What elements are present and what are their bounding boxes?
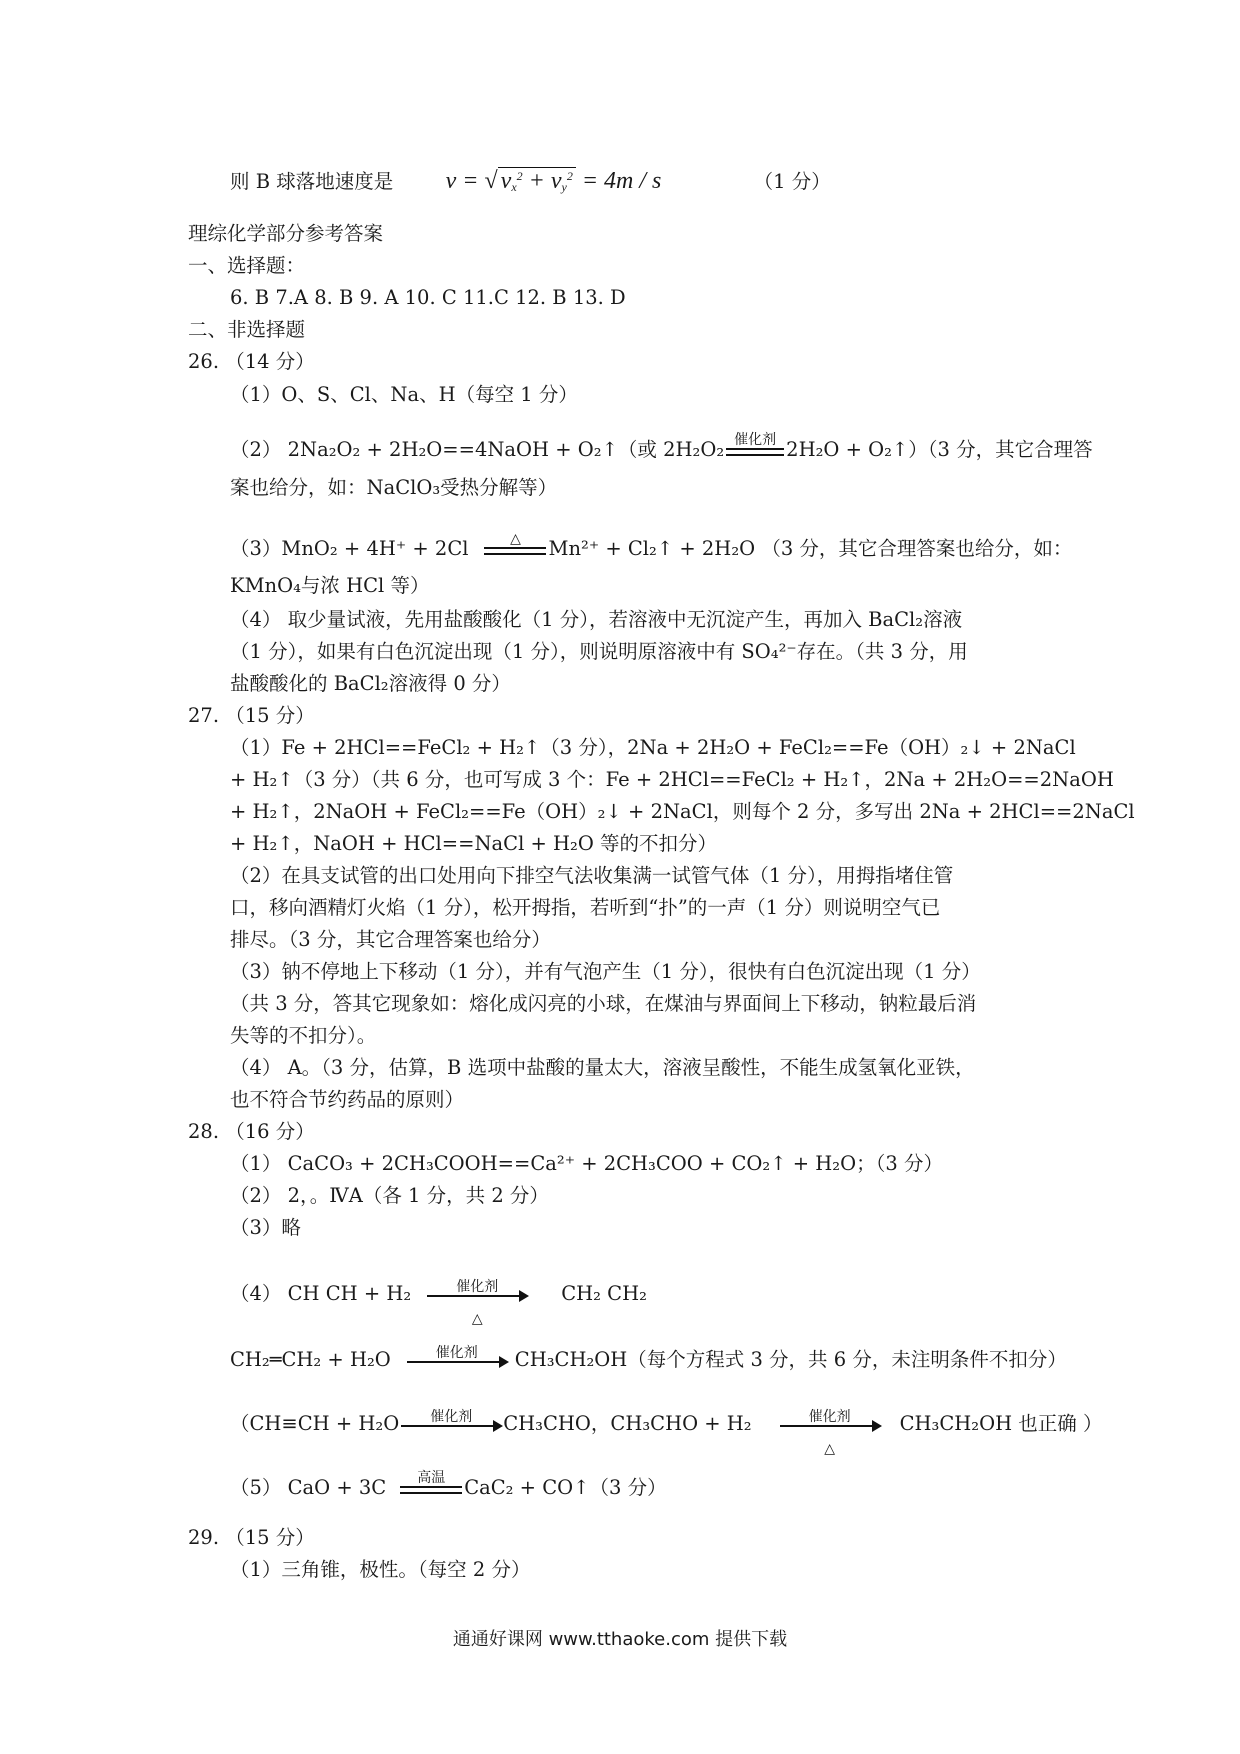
q29-number: 29. （15 分） — [188, 1526, 315, 1549]
speed-formula — [446, 168, 668, 194]
q27-l5: （2）在具支试管的出口处用向下排空气法收集满一试管气体（1 分），用拇指堵住管 — [230, 864, 954, 887]
q28-l5-a: CH₂═CH₂ + H₂O — [230, 1348, 391, 1371]
q28-l6-a: （CH≡CH + H₂O — [230, 1412, 400, 1435]
q27-l2: + H₂↑（3 分）（共 6 分，也可写成 3 个：Fe + 2HCl==FeCl₂ + H₂↑，2Na + 2H₂O==2NaOH — [230, 768, 1114, 791]
heat-equals — [484, 530, 546, 555]
heat-label: △ — [510, 530, 521, 547]
q26-part3 — [230, 530, 1073, 563]
q26-part2-a: （2） 2Na₂O₂ + 2H₂O==4NaOH + O₂↑（或 2H₂O₂ — [230, 438, 725, 461]
q27-l10: 失等的不扣分）。 — [230, 1024, 377, 1047]
q26-part2-cont: 案也给分，如：NaClO₃受热分解等） — [230, 476, 558, 499]
speed-prefix: 则 B 球落地速度是 — [230, 170, 394, 193]
q28-l6-b: CH₃CHO，CH₃CHO + H₂ — [503, 1412, 752, 1435]
q28-l3: （3）略 — [230, 1216, 301, 1239]
q26-part4-l1: （4） 取少量试液，先用盐酸酸化（1 分），若溶液中无沉淀产生，再加入 BaCl₂溶液 — [230, 608, 963, 631]
catalyst-label: 催化剂 — [435, 1344, 478, 1361]
q27-number: 27. （15 分） — [188, 704, 315, 727]
catalyst-arrow — [407, 1344, 507, 1363]
high-temp-label: 高温 — [417, 1469, 446, 1486]
q26-number: 26. （14 分） — [188, 350, 315, 373]
mc-answers: 6. B 7.A 8. B 9. A 10. C 11.C 12. B 13. D — [230, 286, 626, 309]
catalyst-heat-arrow — [427, 1278, 527, 1327]
q27-l12: 也不符合节约药品的原则） — [230, 1088, 465, 1111]
q26-part4-l2: （1 分），如果有白色沉淀出现（1 分），则说明原溶液中有 SO₄²⁻存在。（共 3 分，用 — [230, 640, 968, 663]
q28-l7-b: CaC₂ + CO↑（3 分） — [464, 1476, 667, 1499]
q28-l5 — [230, 1346, 1067, 1374]
catalyst-label: 催化剂 — [430, 1408, 473, 1425]
q28-l4-b: CH₂ CH₂ — [561, 1282, 647, 1305]
page-footer: 通通好课网 www.tthaoke.com 提供下载 — [452, 1629, 788, 1650]
catalyst-label: 催化剂 — [808, 1408, 851, 1425]
q26-part2-b: 2H₂O + O₂↑）（3 分，其它合理答 — [786, 438, 1093, 461]
q28-l7-a: （5） CaO + 3C — [230, 1476, 387, 1499]
speed-points: （1 分） — [753, 170, 831, 193]
q27-l4: + H₂↑，NaOH + HCl==NaCl + H₂O 等的不扣分） — [230, 832, 718, 855]
q27-l11: （4） A。（3 分，估算，B 选项中盐酸的量太大，溶液呈酸性，不能生成氢氧化亚铁， — [230, 1056, 975, 1079]
q27-l9: （共 3 分，答其它现象如：熔化成闪亮的小球，在煤油与界面间上下移动，钠粒最后消 — [230, 992, 977, 1015]
q28-l1: （1） CaCO₃ + 2CH₃COOH==Ca²⁺ + 2CH₃COO + CO₂↑ + H₂O；（3 分） — [230, 1152, 943, 1175]
q28-number: 28. （16 分） — [188, 1120, 315, 1143]
q28-l4-a: （4） CH CH + H₂ — [230, 1282, 412, 1305]
high-temp-equals — [400, 1469, 462, 1494]
q27-l3: + H₂↑，2NaOH + FeCl₂==Fe（OH）₂↓ + 2NaCl，则每个 2 分，多写出 2Na + 2HCl==2NaCl — [230, 800, 1135, 823]
section-choice: 一、选择题： — [188, 254, 306, 277]
catalyst-label: 催化剂 — [456, 1278, 499, 1295]
q26-part4-l3: 盐酸酸化的 BaCl₂溶液得 0 分） — [230, 672, 511, 695]
q26-part1: （1）O、S、Cl、Na、H（每空 1 分） — [230, 383, 578, 406]
page-heading: 理综化学部分参考答案 — [188, 222, 384, 245]
q26-part3-a: （3）MnO₂ + 4H⁺ + 2Cl — [230, 537, 469, 560]
catalyst-label: 催化剂 — [734, 431, 777, 448]
formula-rhs: = 4m / s — [581, 168, 662, 194]
q27-l1: （1）Fe + 2HCl==FeCl₂ + H₂↑（3 分），2Na + 2H₂O + FeCl₂==Fe（OH）₂↓ + 2NaCl — [230, 736, 1076, 759]
sqrt-sign: √ $v_x^2 + v_y^2$ — [485, 167, 576, 195]
q28-l7 — [230, 1469, 667, 1502]
q28-l6-c: CH₃CH₂OH 也正确 ） — [899, 1412, 1103, 1435]
q28-l2: （2） 2，。ⅣA（各 1 分，共 2 分） — [230, 1184, 549, 1207]
heat-label: △ — [471, 1310, 483, 1327]
formula-lhs: v = — [445, 168, 479, 194]
speed-line — [230, 167, 831, 196]
q27-l8: （3）钠不停地上下移动（1 分），并有气泡产生（1 分），很快有白色沉淀出现（1 分） — [230, 960, 981, 983]
catalyst-equals — [726, 431, 784, 456]
section-nonchoice: 二、非选择题 — [188, 318, 306, 341]
q27-l7: 排尽。（3 分，其它合理答案也给分） — [230, 928, 551, 951]
heat-label: △ — [824, 1440, 836, 1457]
q27-l6: 口，移向酒精灯火焰（1 分），松开拇指，若听到“扑”的一声（1 分）则说明空气已 — [230, 896, 941, 919]
q26-part3-b: Mn²⁺ + Cl₂↑ + 2H₂O （3 分，其它合理答案也给分，如： — [548, 537, 1073, 560]
q29-l1: （1）三角锥，极性。（每空 2 分） — [230, 1558, 531, 1581]
q28-l4 — [230, 1278, 647, 1327]
q28-l5-b: CH₃CH₂OH（每个方程式 3 分，共 6 分，未注明条件不扣分） — [514, 1348, 1067, 1371]
catalyst-heat-arrow — [780, 1408, 880, 1457]
q28-l6 — [230, 1408, 1103, 1457]
q26-part2 — [230, 431, 1093, 464]
q26-part3-cont: KMnO₄与浓 HCl 等） — [230, 574, 430, 597]
catalyst-arrow — [401, 1408, 501, 1427]
